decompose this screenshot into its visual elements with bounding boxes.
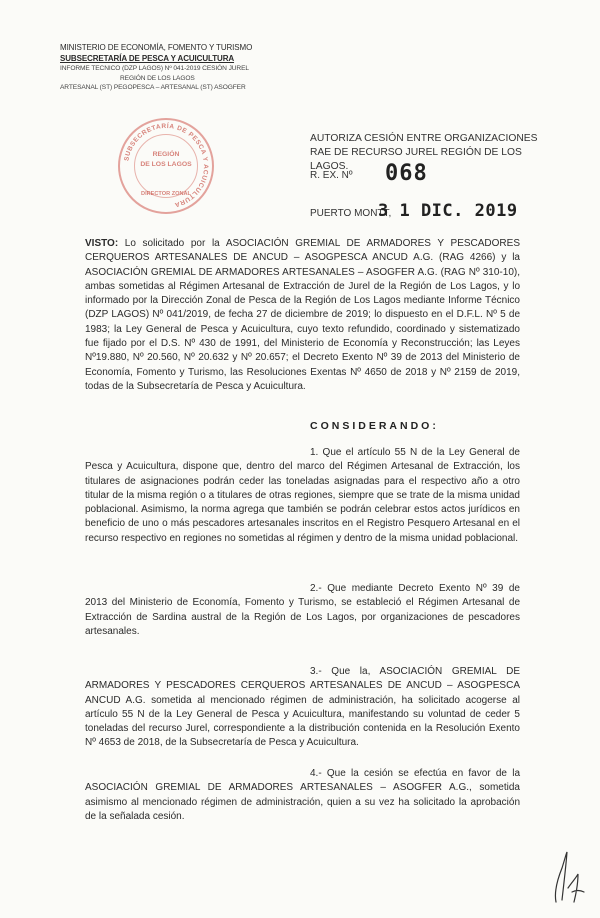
considerando-heading: CONSIDERANDO: bbox=[310, 420, 439, 432]
considerando-paragraph-3: 3.- Que la, ASOCIACIÓN GREMIAL DE ARMADORES Y PESCADORES CERQUEROS ARTESANALES DE ANCUD – ASOGPESCA ANCUD A.G. sometida al mencionado régimen de administración, ha solicitado acogerse al artículo 55 N de la Ley General de Pesca y Acuicultura, manifestando su voluntad de ceder 5 toneladas del recurso Jurel, correspondiente a la distribución contenida en la Resolución Exento Nº 4653 de 2018, de la Subsecretaría de Pesca y Acuicultura. bbox=[85, 666, 520, 749]
resolution-subject: AUTORIZA CESIÓN ENTRE ORGANIZACIONES RAE DE RECURSO JUREL REGIÓN DE LOS LAGOS. bbox=[310, 133, 538, 172]
reference-line-2: REGIÓN DE LOS LAGOS bbox=[120, 74, 195, 82]
rex-label: R. EX. Nº bbox=[310, 170, 353, 181]
official-stamp bbox=[118, 118, 214, 214]
subsecretaria-name: SUBSECRETARÍA DE PESCA Y ACUICULTURA bbox=[60, 54, 235, 63]
svg-text:SUBSECRETARÍA DE PESCA Y ACUIC: SUBSECRETARÍA DE PESCA Y ACUICULTURA bbox=[123, 122, 210, 209]
signature-initials bbox=[548, 848, 588, 908]
stamp-region-name: DE LOS LAGOS bbox=[140, 161, 192, 168]
rex-number: 068 bbox=[385, 161, 428, 186]
ministry-name: MINISTERIO DE ECONOMÍA, FOMENTO Y TURISMO bbox=[60, 43, 253, 52]
visto-text: Lo solicitado por la ASOCIACIÓN GREMIAL DE ARMADORES Y PESCADORES CERQUEROS ARTESANALES DE ANCUD – ASOGPESCA ANCUD A.G. (RAG 4266) y la ASOCIACIÓN GREMIAL DE ARMADORES ARTESANALES – ASOGFER A.G. (RAG Nº 310-10), ambas sometidas al Régimen Artesanal de Extracción de Jurel de la Región de Los Lagos, y lo informado por la Dirección Zonal de Pesca de la Región de Los Lagos mediante Informe Técnico (DZP LAGOS) Nº 041/2019, de fecha 27 de diciembre de 2019; lo dispuesto en el D.F.L. Nº 5 de 1983; la Ley General de Pesca y Acuicultura, cuyo texto refundido, coordinado y sistematizado fue fijado por el D.S. Nº 430 de 1991, del Ministerio de Economía y Reconstrucción; las Leyes Nº19.880, Nº 20.560, Nº 20.632 y Nº 20.657; el Decreto Exento Nº 39 de 2013 del Ministerio de Economía, Fomento y Turismo, las Resoluciones Exentas Nº 4650 de 2018 y Nº 2159 de 2019, todas de la Subsecretaría de Pesca y Acuicultura. bbox=[85, 238, 520, 392]
resolution-date: 3 1 DIC. 2019 bbox=[378, 201, 518, 221]
visto-paragraph bbox=[85, 237, 520, 394]
reference-line-1: INFORME TECNICO (DZP LAGOS) Nº 041-2019 CESIÓN JUREL bbox=[60, 65, 249, 72]
stamp-region: REGIÓN bbox=[152, 151, 180, 158]
considerando-paragraph-1: 1. Que el artículo 55 N de la Ley General de Pesca y Acuicultura, dispone que, dentro del marco del Régimen Artesanal de Extracción, los titulares de asignaciones podrán ceder las toneladas asignadas para el respectivo año a otro titular de la misma región o a titulares de otras regiones, siempre que se trate de la misma unidad poblacional. Asimismo, la norma agrega que también se podrán celebrar estos actos jurídicos en beneficio de uno o más pescadores artesanales inscritos en el Registro Pesquero Artesanal en el recurso respectivo en regiones no sometidas al régimen y dentro de la misma unidad poblacional. bbox=[85, 447, 520, 544]
reference-line-3: ARTESANAL (ST) PEGOPESCA – ARTESANAL (ST) ASOGFER bbox=[60, 84, 246, 91]
considerando-paragraph-2: 2.- Que mediante Decreto Exento Nº 39 de 2013 del Ministerio de Economía, Fomento y Turismo, se estableció el Régimen Artesanal de Extracción de Sardina austral de la Región de Los Lagos, por organizaciones de pescadores artesanales. bbox=[85, 583, 520, 637]
visto-label: VISTO: bbox=[85, 238, 119, 249]
letterhead bbox=[60, 42, 290, 93]
stamp-director: DIRECTOR ZONAL bbox=[141, 191, 191, 197]
considerando-paragraph-4: 4.- Que la cesión se efectúa en favor de la ASOCIACIÓN GREMIAL DE ARMADORES ARTESANALES – ASOGFER A.G., sometida asimismo al mencionado régimen de administración, quien a su vez ha solicitado la aprobación de la señalada cesión. bbox=[85, 768, 520, 822]
place-label: PUERTO MONTT, bbox=[310, 208, 392, 219]
